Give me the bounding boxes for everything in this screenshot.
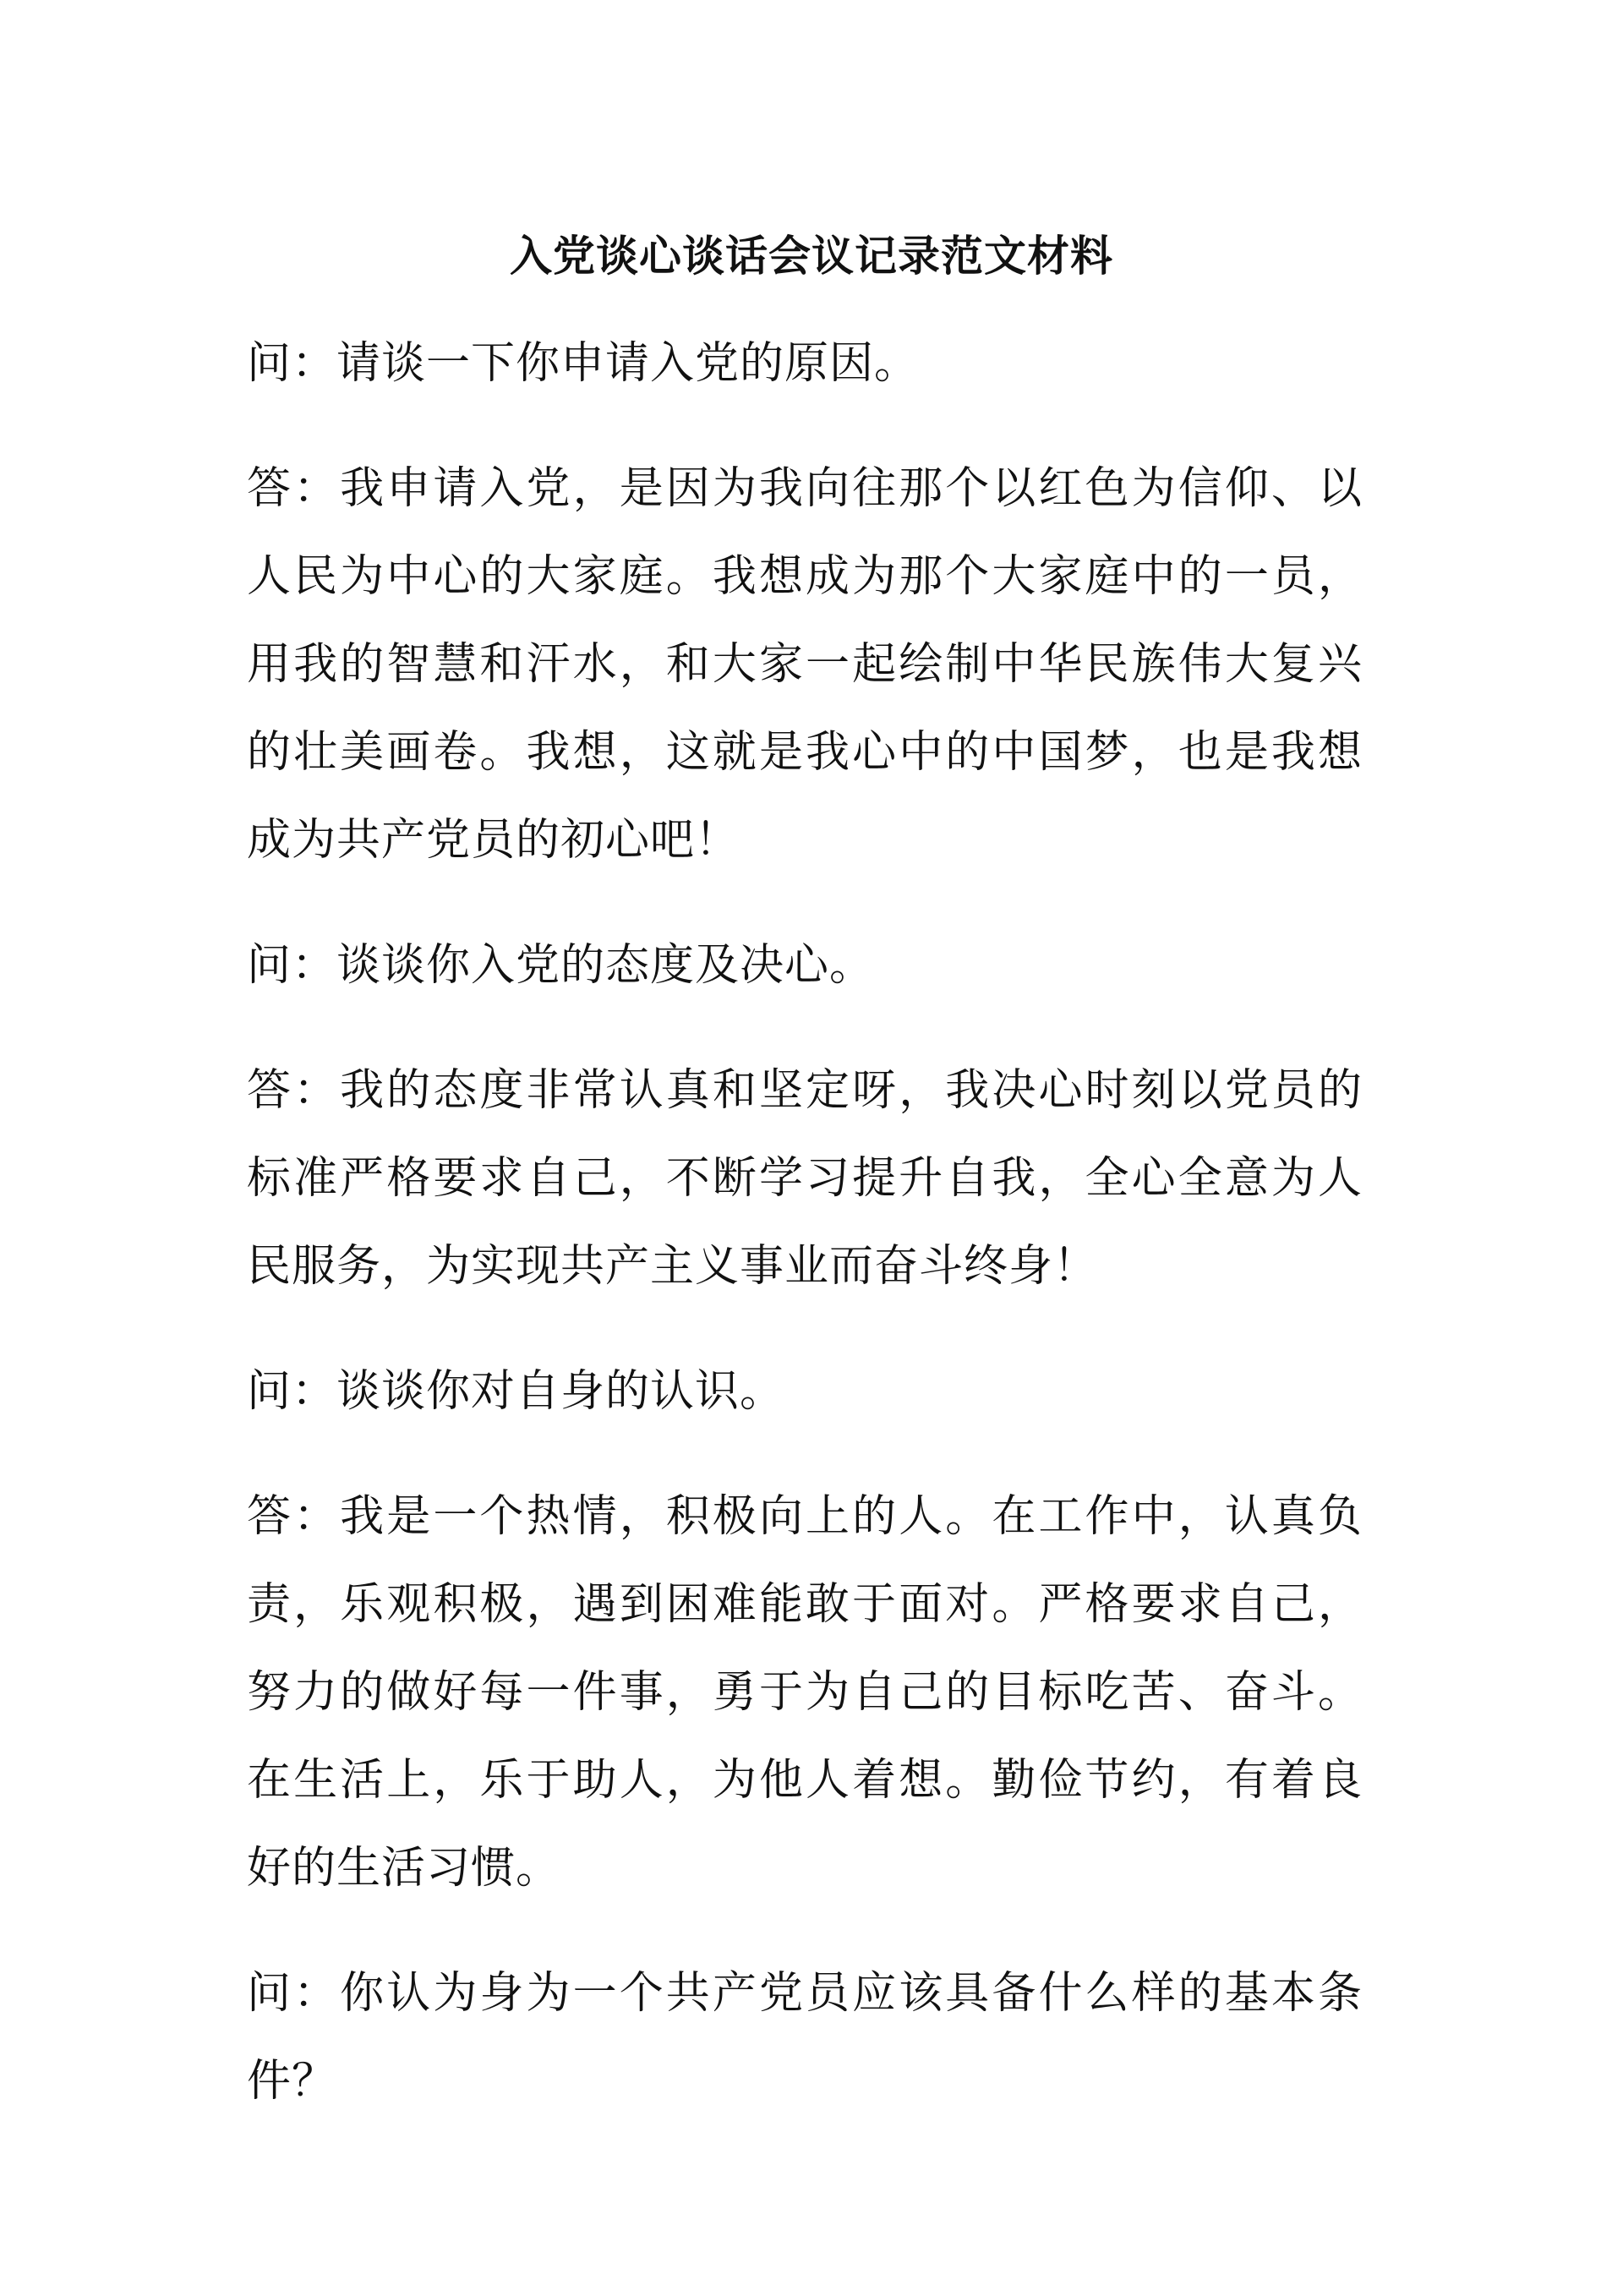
answer-2: 答：我的态度非常认真和坚定呀，我决心时刻以党员的标准严格要求自己，不断学习提升自我，全心全意为人民服务，为实现共产主义事业而奋斗终身！ xyxy=(247,1065,1363,1292)
answer-1: 答：我申请入党，是因为我向往那个以红色为信仰、以人民为中心的大家庭。我想成为那个大家庭中的一员，用我的智慧和汗水，和大家一起绘制中华民族伟大复兴的壮美画卷。我想，这就是我心中的中国梦，也是我想成为共产党员的初心吧！ xyxy=(247,463,1363,866)
document-body xyxy=(247,320,1363,2162)
question-3: 问：谈谈你对自身的认识。 xyxy=(247,1366,785,1417)
answer-3: 答：我是一个热情，积极向上的人。在工作中，认真负责，乐观积极，遇到困难能敢于面对。严格要求自己，努力的做好每一件事，勇于为自己的目标吃苦、奋斗。在生活上，乐于助人，为他人着想。勤俭节约，有着良好的生活习惯。 xyxy=(247,1491,1363,1894)
document-title: 入党谈心谈话会议记录范文材料 xyxy=(510,232,1113,281)
question-2: 问：谈谈你入党的态度及决心。 xyxy=(247,940,875,991)
question-4: 问：你认为身为一个共产党员应该具备什么样的基本条件？ xyxy=(247,1968,1363,2107)
question-1: 问：请谈一下你申请入党的原因。 xyxy=(247,338,920,389)
